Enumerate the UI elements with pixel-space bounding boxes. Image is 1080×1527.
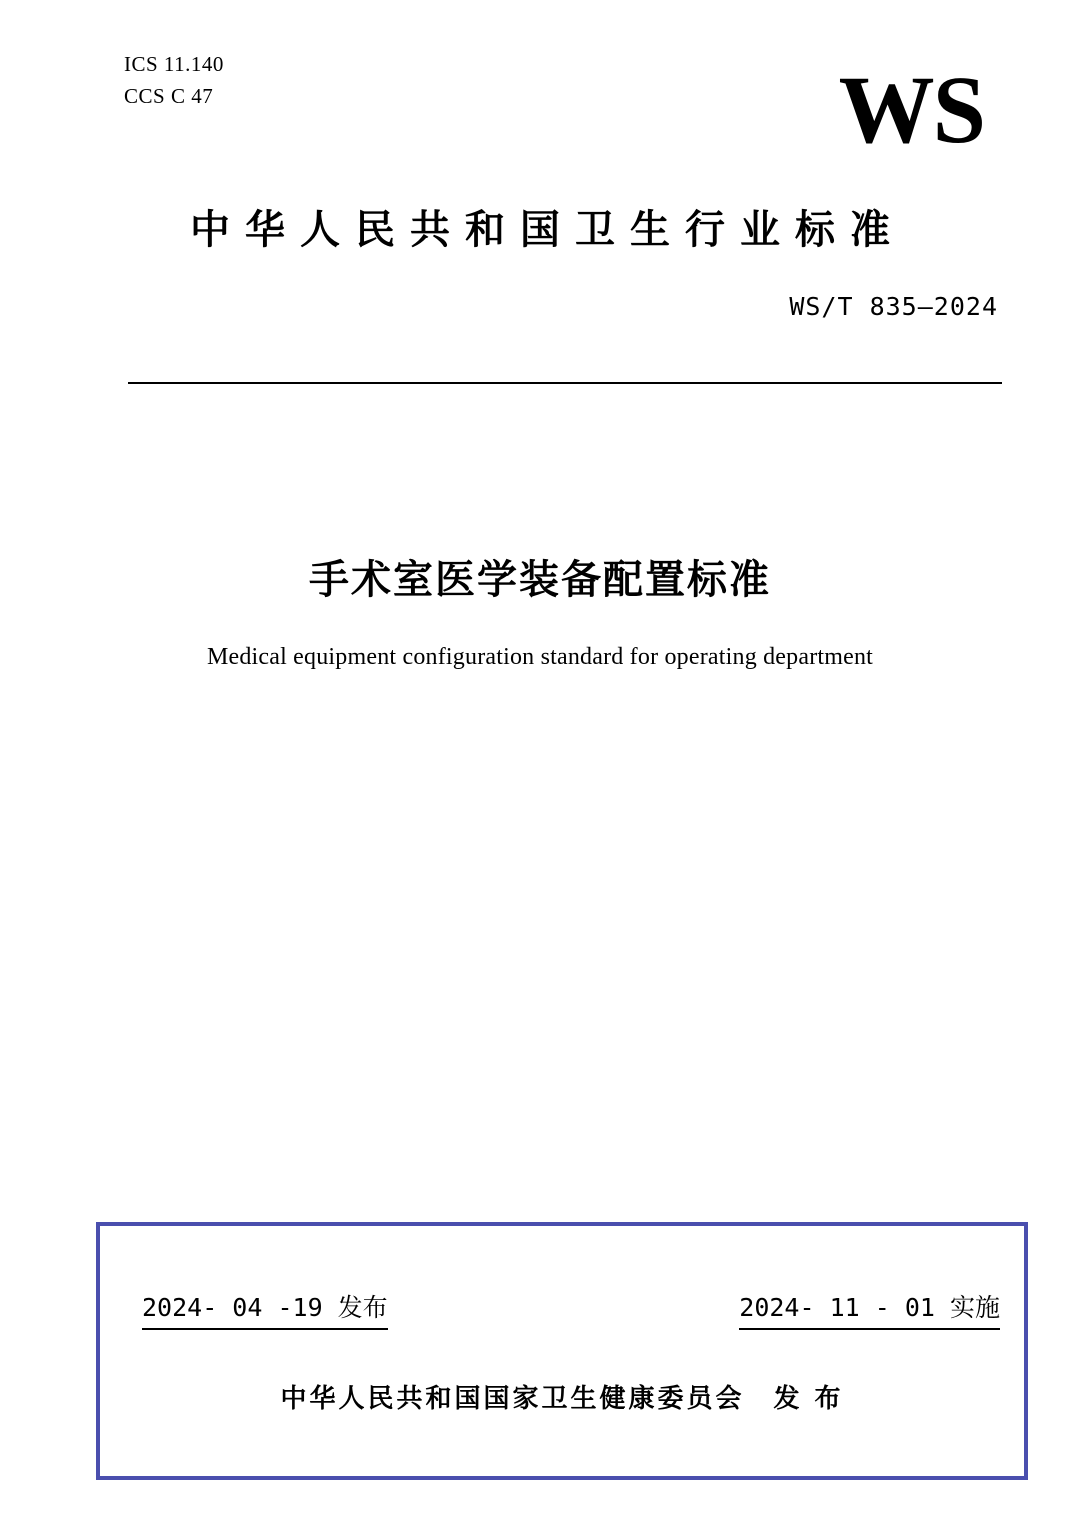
document-title-english: Medical equipment configuration standard for operating department (206, 644, 874, 670)
publication-box (96, 1222, 1028, 1480)
ws-logo: WS (838, 56, 984, 163)
document-title-chinese: 手术室医学装备配置标准 (309, 557, 771, 603)
classification-codes (124, 48, 224, 112)
ics-code: ICS 11.140 (124, 52, 224, 76)
issuing-authority: 中华人民共和国国家卫生健康委员会 发 布 (280, 1384, 844, 1414)
effective-date: 2024- 11 - 01 实施 (739, 1288, 1000, 1330)
publication-dates (142, 1288, 1000, 1330)
standard-number: WS/T 835—2024 (789, 292, 998, 321)
ccs-code: CCS C 47 (124, 84, 214, 108)
standard-series-title: 中华人民共和国卫生行业标准 (190, 207, 905, 253)
header-divider (128, 382, 1002, 384)
issue-date: 2024- 04 -19 发布 (142, 1288, 388, 1330)
